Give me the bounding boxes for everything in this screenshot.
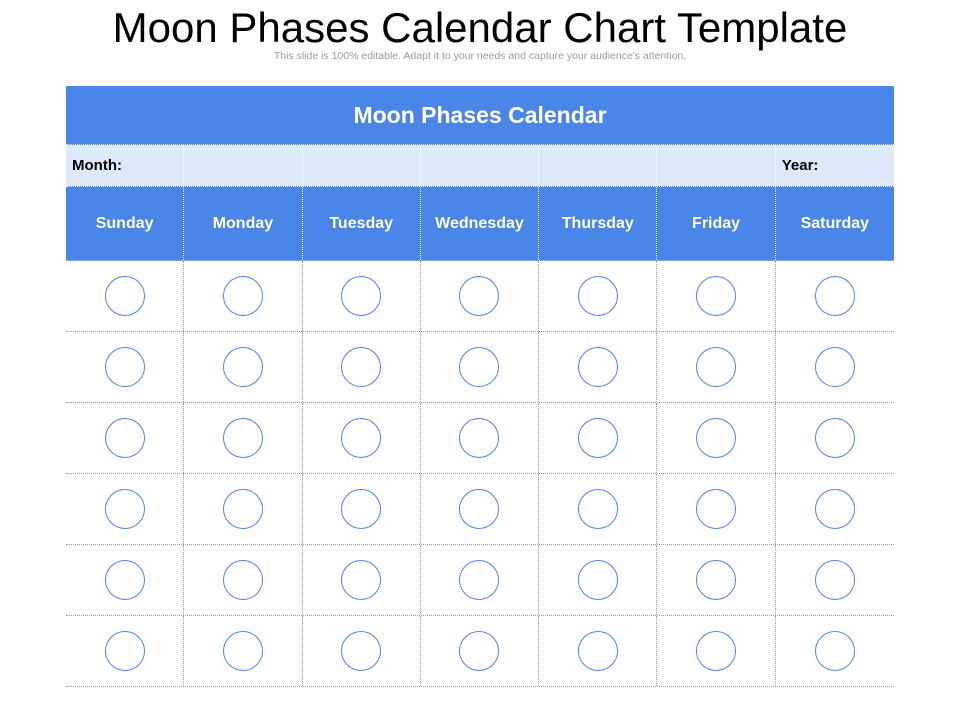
day-cell-wednesday[interactable]: [421, 616, 539, 686]
day-cell-monday[interactable]: [184, 261, 302, 331]
day-cell-tuesday[interactable]: [303, 616, 421, 686]
moon-phase-circle-icon: [223, 418, 263, 458]
day-cell-thursday[interactable]: [539, 261, 657, 331]
day-cell-tuesday[interactable]: [303, 403, 421, 473]
moon-phase-circle-icon: [341, 489, 381, 529]
day-cell-thursday[interactable]: [539, 616, 657, 686]
month-field[interactable]: [657, 145, 775, 186]
day-cell-saturday[interactable]: [776, 545, 894, 615]
calendar-week-row: [66, 261, 894, 332]
moon-phase-circle-icon: [815, 489, 855, 529]
day-header-sunday: Sunday: [66, 187, 184, 260]
calendar-body: [66, 261, 894, 687]
moon-phase-circle-icon: [341, 276, 381, 316]
weekday-header-row: [66, 186, 894, 261]
moon-phase-circle-icon: [696, 631, 736, 671]
month-field[interactable]: [539, 145, 657, 186]
day-cell-tuesday[interactable]: [303, 332, 421, 402]
day-cell-saturday[interactable]: [776, 403, 894, 473]
day-cell-sunday[interactable]: [66, 545, 184, 615]
day-cell-friday[interactable]: [657, 403, 775, 473]
moon-phase-circle-icon: [815, 418, 855, 458]
day-cell-saturday[interactable]: [776, 261, 894, 331]
day-cell-monday[interactable]: [184, 332, 302, 402]
moon-phase-circle-icon: [815, 347, 855, 387]
day-cell-tuesday[interactable]: [303, 545, 421, 615]
day-cell-monday[interactable]: [184, 403, 302, 473]
moon-phase-circle-icon: [223, 631, 263, 671]
day-cell-friday[interactable]: [657, 332, 775, 402]
day-header-wednesday: Wednesday: [421, 187, 539, 260]
calendar-week-row: [66, 403, 894, 474]
day-header-tuesday: Tuesday: [303, 187, 421, 260]
moon-phase-circle-icon: [578, 489, 618, 529]
moon-phase-circle-icon: [578, 418, 618, 458]
day-cell-saturday[interactable]: [776, 332, 894, 402]
day-header-friday: Friday: [657, 187, 775, 260]
day-cell-wednesday[interactable]: [421, 403, 539, 473]
day-cell-sunday[interactable]: [66, 332, 184, 402]
calendar-week-row: [66, 616, 894, 687]
month-label: Month:: [66, 145, 184, 186]
day-cell-thursday[interactable]: [539, 332, 657, 402]
day-cell-sunday[interactable]: [66, 474, 184, 544]
moon-phase-circle-icon: [105, 276, 145, 316]
moon-phase-circle-icon: [578, 560, 618, 600]
day-cell-monday[interactable]: [184, 545, 302, 615]
moon-phase-circle-icon: [459, 489, 499, 529]
day-cell-monday[interactable]: [184, 616, 302, 686]
day-cell-wednesday[interactable]: [421, 332, 539, 402]
moon-phase-circle-icon: [696, 560, 736, 600]
moon-phase-circle-icon: [696, 418, 736, 458]
day-cell-wednesday[interactable]: [421, 474, 539, 544]
day-header-thursday: Thursday: [539, 187, 657, 260]
day-cell-monday[interactable]: [184, 474, 302, 544]
slide-title: Moon Phases Calendar Chart Template: [112, 4, 848, 51]
moon-phase-circle-icon: [459, 418, 499, 458]
moon-phase-circle-icon: [578, 631, 618, 671]
calendar-week-row: [66, 332, 894, 403]
day-cell-friday[interactable]: [657, 545, 775, 615]
moon-phase-circle-icon: [105, 418, 145, 458]
day-cell-sunday[interactable]: [66, 261, 184, 331]
moon-phase-circle-icon: [223, 276, 263, 316]
day-cell-saturday[interactable]: [776, 616, 894, 686]
month-field[interactable]: [184, 145, 302, 186]
moon-phase-circle-icon: [459, 276, 499, 316]
year-label: Year:: [781, 157, 819, 174]
moon-phase-circle-icon: [341, 631, 381, 671]
month-field[interactable]: [421, 145, 539, 186]
moon-phase-circle-icon: [223, 560, 263, 600]
calendar-week-row: [66, 545, 894, 616]
day-cell-thursday[interactable]: [539, 474, 657, 544]
moon-phase-circle-icon: [105, 489, 145, 529]
day-cell-sunday[interactable]: [66, 616, 184, 686]
moon-phase-circle-icon: [223, 347, 263, 387]
day-cell-tuesday[interactable]: [303, 474, 421, 544]
moon-phase-circle-icon: [815, 631, 855, 671]
moon-phase-circle-icon: [696, 276, 736, 316]
day-cell-saturday[interactable]: [776, 474, 894, 544]
calendar-header: Moon Phases Calendar: [66, 86, 894, 145]
calendar-week-row: [66, 474, 894, 545]
moon-phase-circle-icon: [341, 347, 381, 387]
moon-phases-calendar: [66, 86, 894, 687]
day-cell-wednesday[interactable]: [421, 545, 539, 615]
day-cell-wednesday[interactable]: [421, 261, 539, 331]
moon-phase-circle-icon: [696, 347, 736, 387]
moon-phase-circle-icon: [578, 347, 618, 387]
month-field[interactable]: [303, 145, 421, 186]
day-cell-thursday[interactable]: [539, 403, 657, 473]
day-header-saturday: Saturday: [800, 214, 870, 232]
moon-phase-circle-icon: [459, 631, 499, 671]
day-cell-friday[interactable]: [657, 474, 775, 544]
moon-phase-circle-icon: [696, 489, 736, 529]
moon-phase-circle-icon: [105, 347, 145, 387]
moon-phase-circle-icon: [815, 276, 855, 316]
day-cell-sunday[interactable]: [66, 403, 184, 473]
month-year-row: [66, 145, 894, 186]
day-cell-friday[interactable]: [657, 616, 775, 686]
day-header-monday: Monday: [184, 187, 302, 260]
moon-phase-circle-icon: [105, 631, 145, 671]
moon-phase-circle-icon: [459, 560, 499, 600]
day-cell-tuesday[interactable]: [303, 261, 421, 331]
moon-phase-circle-icon: [223, 489, 263, 529]
moon-phase-circle-icon: [341, 418, 381, 458]
day-cell-thursday[interactable]: [539, 545, 657, 615]
moon-phase-circle-icon: [578, 276, 618, 316]
moon-phase-circle-icon: [815, 560, 855, 600]
slide-subtitle: This slide is 100% editable. Adapt it to your needs and capture your audience's attention.: [273, 50, 687, 62]
moon-phase-circle-icon: [105, 560, 145, 600]
moon-phase-circle-icon: [341, 560, 381, 600]
moon-phase-circle-icon: [459, 347, 499, 387]
day-cell-friday[interactable]: [657, 261, 775, 331]
